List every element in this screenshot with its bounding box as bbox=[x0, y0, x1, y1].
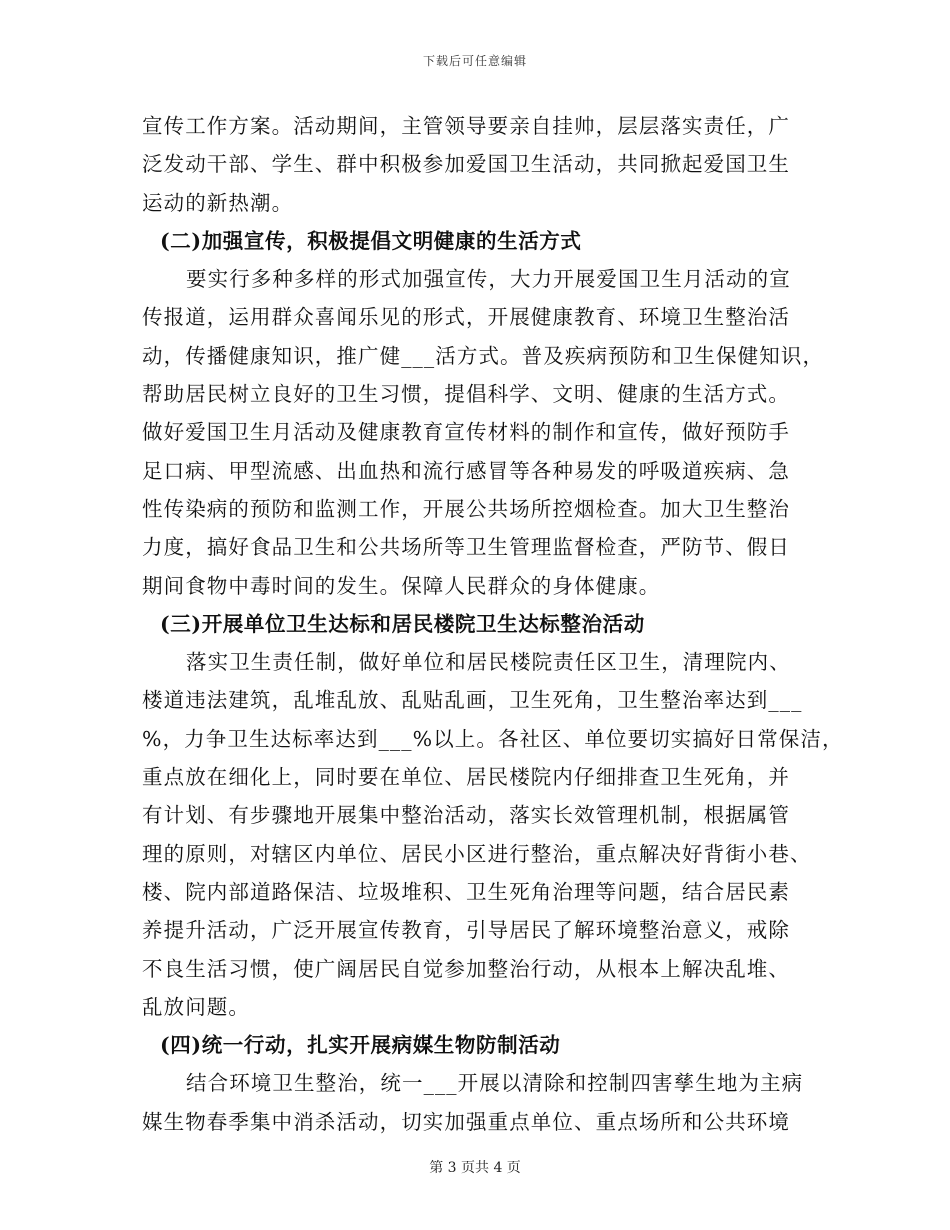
document-body bbox=[142, 107, 844, 1141]
body-text-line: %，力争卫生达标率达到___%以上。各社区、单位要切实搞好日常保洁， bbox=[142, 726, 844, 751]
header-note: 下载后可任意编辑 bbox=[422, 54, 527, 68]
page-number: 第 3 页共 4 页 bbox=[429, 1160, 521, 1176]
body-text-line: 力度，搞好食品卫生和公共场所等卫生管理监督检查，严防节、假日 bbox=[142, 535, 790, 560]
section-heading: (三)开展单位卫生达标和居民楼院卫生达标整治活动 bbox=[160, 611, 645, 636]
body-text-line: 结合环境卫生整治，统一___开展以清除和控制四害孳生地为主病 bbox=[186, 1071, 804, 1096]
section-heading: (四)统一行动，扎实开展病媒生物防制活动 bbox=[160, 1033, 561, 1058]
body-text-line: 不良生活习惯，使广阔居民自觉参加整治行动，从根本上解决乱堆、 bbox=[142, 956, 790, 981]
body-text-line: 媒生物春季集中消杀活动，切实加强重点单位、重点场所和公共环境 bbox=[142, 1109, 790, 1134]
body-text-line: 动，传播健康知识，推广健___活方式。普及疾病预防和卫生保健知识， bbox=[142, 343, 825, 368]
section-heading: (二)加强宣传，积极提倡文明健康的生活方式 bbox=[160, 228, 582, 253]
body-text-line: 重点放在细化上，同时要在单位、居民楼院内仔细排查卫生死角，并 bbox=[142, 765, 790, 790]
body-text-line: 足口病、甲型流感、出血热和流行感冒等各种易发的呼吸道疾病、急 bbox=[142, 458, 790, 483]
body-text-line: 落实卫生责任制，做好单位和居民楼院责任区卫生，清理院内、 bbox=[186, 650, 791, 675]
body-text-line: 宣传工作方案。活动期间，主管领导要亲自挂帅，层层落实责任，广 bbox=[142, 114, 790, 138]
body-text-line: 楼道违法建筑，乱堆乱放、乱贴乱画，卫生死角，卫生整治率达到___ bbox=[142, 688, 803, 713]
body-text-line: 运动的新热潮。 bbox=[142, 190, 294, 215]
body-text-line: 帮助居民树立良好的卫生习惯，提倡科学、文明、健康的生活方式。 bbox=[142, 382, 790, 407]
body-text-line: 泛发动干部、学生、群中积极参加爱国卫生活动，共同掀起爱国卫生 bbox=[142, 152, 790, 177]
body-text-line: 性传染病的预防和监测工作，开展公共场所控烟检查。加大卫生整治 bbox=[142, 496, 790, 521]
body-text-line: 要实行多种多样的形式加强宣传，大力开展爱国卫生月活动的宣 bbox=[186, 267, 791, 292]
body-text-line: 养提升活动，广泛开展宣传教育，引导居民了解环境整治意义，戒除 bbox=[142, 918, 790, 943]
body-text-line: 期间食物中毒时间的发生。保障人民群众的身体健康。 bbox=[142, 573, 661, 598]
body-text-line: 楼、院内部道路保洁、垃圾堆积、卫生死角治理等问题，结合居民素 bbox=[142, 879, 790, 904]
body-text-line: 乱放问题。 bbox=[142, 994, 250, 1019]
body-text-line: 有计划、有步骤地开展集中整治活动，落实长效管理机制，根据属管 bbox=[142, 803, 790, 828]
body-text-line: 理的原则，对辖区内单位、居民小区进行整治，重点解决好背街小巷、 bbox=[142, 841, 812, 866]
body-text-line: 做好爱国卫生月活动及健康教育宣传材料的制作和宣传，做好预防手 bbox=[142, 420, 790, 445]
body-text-line: 传报道，运用群众喜闻乐见的形式，开展健康教育、环境卫生整治活 bbox=[142, 305, 790, 330]
